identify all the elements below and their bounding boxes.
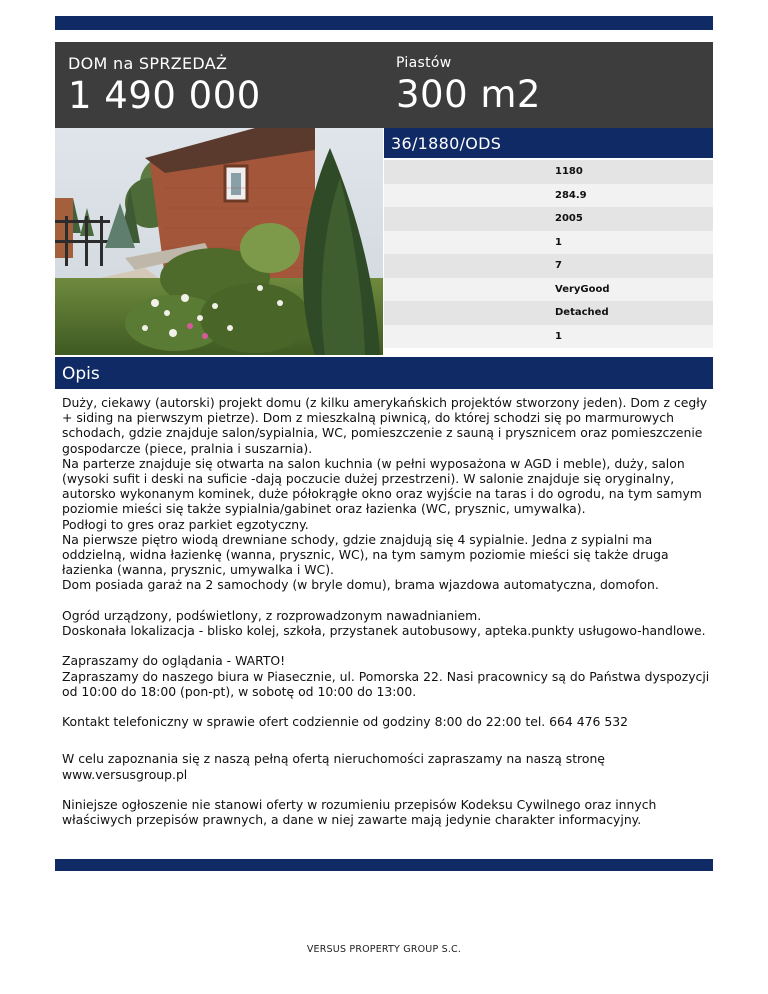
attribute-row	[384, 231, 713, 255]
attribute-row	[384, 184, 713, 208]
legal-disclaimer: Niniejsze ogłoszenie nie stanowi oferty w rozumieniu przepisów Kodeksu Cywilnego oraz innych właściwych przepisów prawnych, a dane w niej zawarte mają jedynie charakter informacyjny.	[62, 797, 657, 828]
reference-bar	[384, 128, 713, 158]
listing-reference: 36/1880/ODS	[391, 134, 502, 153]
website-note: W celu zapoznania się z naszą pełną ofertą nieruchomości zapraszamy na naszą stronę www.versusgroup.pl	[62, 751, 605, 782]
description-paragraph: Dom posiada garaż na 2 samochody (w bryle domu), brama wjazdowa automatyczna, domofon.	[62, 577, 659, 593]
description-paragraph: Ogród urządzony, podświetlony, z rozprowadzonym nawadnianiem.	[62, 607, 482, 623]
description-paragraph: Doskonała lokalizacja - blisko kolej, szkoła, przystanek autobusowy, apteka.punkty usługowo-handlowe.	[62, 623, 706, 639]
attribute-value: 2005	[555, 213, 583, 224]
attribute-row	[384, 160, 713, 184]
attribute-row	[384, 301, 713, 325]
description-paragraph: Na parterze znajduje się otwarta na salon kuchnia (w pełni wyposażona w AGD i meble), duży, salon (wysoki sufit i deski na suficie -dają poczucie dużej przestrzeni). W salonie znajduje się oryginalny, autorsko wykonanym kominek, duże półokrągłe okno oraz wyjście na taras i do ogrodu, na tym samym poziomie mieści się także sypialnia/gabinet oraz łazienka (WC, prysznic, umywalka).	[62, 455, 702, 517]
property-photo	[55, 128, 383, 355]
attribute-table	[384, 160, 713, 348]
bottom-accent-bar	[55, 859, 713, 871]
footer-company: VERSUS PROPERTY GROUP S.C.	[306, 944, 462, 955]
price: 1 490 000	[68, 74, 261, 117]
area: 300 m2	[396, 73, 541, 116]
description-body	[62, 395, 712, 827]
description-paragraph: Zapraszamy do naszego biura w Piasecznie, ul. Pomorska 22. Nasi pracownicy są do Państwa dyspozycji od 10:00 do 18:00 (pon-pt), w sobotę od 10:00 do 13:00.	[62, 668, 710, 699]
attribute-row	[384, 278, 713, 302]
location-block	[396, 42, 541, 115]
contact-phone: Kontakt telefoniczny w sprawie ofert codziennie od godziny 8:00 do 22:00 tel. 664 476 532	[62, 714, 628, 730]
top-accent-bar	[55, 16, 713, 30]
listing-header	[55, 42, 713, 128]
price-block	[68, 42, 261, 116]
description-paragraph: Zapraszamy do oglądania - WARTO!	[62, 653, 286, 669]
listing-type: DOM na SPRZEDAŻ	[68, 54, 228, 73]
attribute-value: 1	[555, 330, 562, 342]
description-heading: Opis	[62, 364, 100, 384]
attribute-value: 1180	[555, 166, 583, 177]
description-paragraph: Na pierwsze piętro wiodą drewniane schody, gdzie znajdują się 4 sypialnie. Jedna z sypialni ma oddzielną, widna łazienkę (wanna, prysznic, WC), na tym samym poziomie mieści się także druga łazienka (wanna, prysznic, umywalka i WC).	[62, 531, 669, 578]
attribute-value: 7	[555, 260, 562, 271]
description-heading-bar	[55, 357, 713, 389]
attribute-value: 1	[555, 236, 562, 248]
attribute-value: 284.9	[555, 189, 587, 201]
description-paragraph: Duży, ciekawy (autorski) projekt domu (z kilku amerykańskich projektów stworzony jeden). Dom z cegły + siding na pierwszym pietrze). Dom z mieszkalną piwnicą, do której schodzi się po marmurowych schodach, gdzie znajduje salon/sypialnia, WC, pomieszczenie z sauną i prysznicem oraz pomieszczenie gospodarcze (piece, pralnia i suszarnia).	[62, 395, 708, 456]
description-paragraph: Podłogi to gres oraz parkiet egzotyczny.	[62, 516, 309, 532]
attribute-value: VeryGood	[555, 283, 610, 295]
attribute-value: Detached	[555, 307, 609, 318]
attribute-row	[384, 325, 713, 349]
attribute-row	[384, 207, 713, 231]
attribute-row	[384, 254, 713, 278]
location: Piastów	[396, 55, 452, 71]
